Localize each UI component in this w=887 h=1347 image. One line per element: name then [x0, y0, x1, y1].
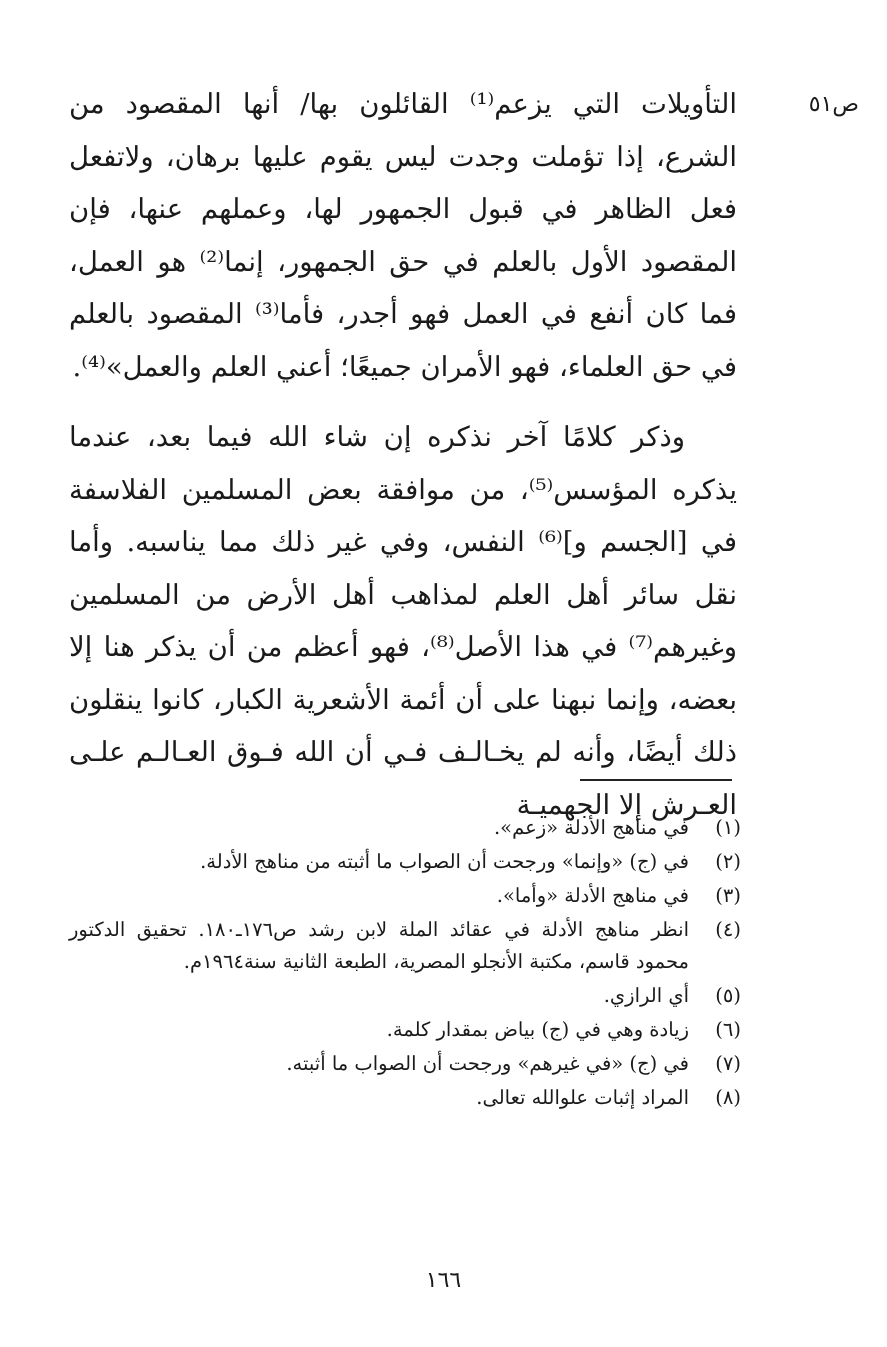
footnote-text: في مناهج الأدلة «وأما».: [496, 884, 689, 907]
footnotes-list: [69, 812, 741, 1116]
footnote-number: (٤): [715, 918, 741, 941]
footnote-text: زيادة وهي في (ج) بياض بمقدار كلمة.: [386, 1018, 689, 1041]
page-number: ١٦٦: [425, 1268, 462, 1293]
footnote-number: (٦): [715, 1018, 741, 1041]
footnote-text: في (ج) «في غيرهم» ورجحت أن الصواب ما أثبته.: [286, 1052, 689, 1075]
footnote-number: (٣): [715, 884, 741, 907]
footnote-text: في مناهج الأدلة «زعم».: [493, 816, 689, 839]
footnote-7: [69, 1048, 741, 1080]
footnote-6: [69, 1014, 741, 1046]
footnote-number: (٨): [715, 1086, 741, 1109]
footnote-4: [69, 914, 741, 978]
paragraph-2: وذكر كلامًا آخر نذكره إن شاء الله فيما بعد، عندما يذكره المؤسس⁽⁵⁾، من موافقة بعض المسلمين الفلاسفة في [الجسم و]⁽⁶⁾ النفس، وفي غير ذلك مما يناسبه. وأما نقل سائر أهل العلم لمذاهب أهل الأرض من المسلمين وغيرهم⁽⁷⁾ في هذا الأصل⁽⁸⁾، فهو أعظم من أن يذكر هنا إلا بعضه، وإنما نبهنا على أن أئمة الأشعرية الكبار، كانوا ينقلون ذلك أيضًا، وأنه لم يخـالـف فـي أن الله فـوق العـالـم علـى العـرش إلا الجهميـة: [69, 421, 737, 821]
footnote-8: [69, 1082, 741, 1114]
footnote-text: في (ج) «وإنما» ورجحت أن الصواب ما أثبته من مناهج الأدلة.: [200, 850, 689, 873]
main-text: [69, 78, 737, 831]
paragraph-1: التأويلات التي يزعم⁽¹⁾ القائلون بها/ أنها المقصود من الشرع، إذا تؤملت وجدت ليس يقوم عليها برهان، ولاتفعل فعل الظاهر في قبول الجمهور لها، وعملهم عنها، فإن المقصود الأول بالعلم في حق الجمهور، إنما⁽²⁾ هو العمل، فما كان أنفع في العمل فهو أجدر، فأما⁽³⁾ المقصود بالعلم في حق العلماء، فهو الأمران جميعًا؛ أعني العلم والعمل»⁽⁴⁾.: [69, 88, 737, 383]
footnote-number: (٢): [715, 850, 741, 873]
footnote-text: المراد إثبات علوالله تعالى.: [476, 1086, 689, 1109]
footnote-number: (٥): [715, 984, 741, 1007]
footnote-number: (٧): [715, 1052, 741, 1075]
footnote-text: أي الرازي.: [603, 984, 689, 1007]
footnote-2: [69, 846, 741, 878]
footnote-1: [69, 812, 741, 844]
footnote-3: [69, 880, 741, 912]
footnote-text: انظر مناهج الأدلة في عقائد الملة لابن رشد ص١٧٦ـ١٨٠. تحقيق الدكتور محمود قاسم، مكتبة الأنجلو المصرية، الطبعة الثانية سنة١٩٦٤م.: [69, 918, 689, 973]
footnote-number: (١): [715, 816, 741, 839]
footnote-separator: [580, 779, 732, 781]
margin-page-reference: ص٥١: [808, 92, 859, 117]
footnote-5: [69, 980, 741, 1012]
